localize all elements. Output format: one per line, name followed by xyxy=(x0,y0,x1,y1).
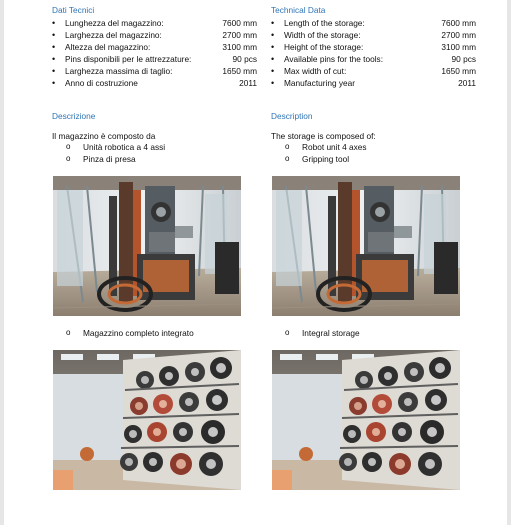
bullet-glyph: • xyxy=(52,42,56,52)
description-heading: Description xyxy=(271,111,313,121)
circle-bullet-glyph: o xyxy=(285,154,290,163)
spec-row-length xyxy=(271,17,476,29)
bullet-glyph: • xyxy=(52,30,56,40)
spec-row-height xyxy=(271,41,476,53)
circle-bullet-glyph: o xyxy=(66,154,71,163)
bullet-glyph: • xyxy=(52,54,56,64)
spec-value: 3100 mm xyxy=(441,42,476,52)
bullet-glyph: • xyxy=(271,66,275,76)
spec-label: Width of the storage: xyxy=(284,30,361,40)
spec-value: 90 pcs xyxy=(232,54,257,64)
spec-label: Max width of cut: xyxy=(284,66,347,76)
spec-label: Larghezza massima di taglio: xyxy=(65,66,173,76)
tool-rack-photo xyxy=(272,350,460,490)
spec-row-width xyxy=(52,29,257,41)
spec-row-cut-width xyxy=(52,65,257,77)
spec-label: Anno di costruzione xyxy=(65,78,138,88)
circle-bullet-glyph: o xyxy=(66,142,71,151)
circle-bullet-glyph: o xyxy=(285,328,290,337)
spec-label: Lunghezza del magazzino: xyxy=(65,18,164,28)
spec-label: Larghezza del magazzino: xyxy=(65,30,162,40)
spec-label: Altezza del magazzino: xyxy=(65,42,151,52)
spec-value: 1650 mm xyxy=(441,66,476,76)
photo-caption: Magazzino completo integrato xyxy=(83,328,194,338)
circle-bullet-glyph: o xyxy=(285,142,290,151)
spec-row-width xyxy=(271,29,476,41)
document-page xyxy=(4,0,507,525)
spec-label: Manufacturing year xyxy=(284,78,356,88)
bullet-glyph: • xyxy=(271,18,275,28)
description-intro: Il magazzino è composto da xyxy=(52,131,156,141)
component-text: Pinza di presa xyxy=(83,154,136,164)
spec-value: 1650 mm xyxy=(222,66,257,76)
photo-caption: Integral storage xyxy=(302,328,360,338)
robot-unit-photo xyxy=(53,176,241,316)
spec-row-cut-width xyxy=(271,65,476,77)
bullet-glyph: • xyxy=(271,78,275,88)
bullet-glyph: • xyxy=(52,66,56,76)
spec-row-pins xyxy=(271,53,476,65)
spec-value: 7600 mm xyxy=(222,18,257,28)
spec-value: 2011 xyxy=(458,78,476,88)
tech-data-heading: Dati Tecnici xyxy=(52,5,95,15)
spec-value: 2700 mm xyxy=(441,30,476,40)
bullet-glyph: • xyxy=(271,54,275,64)
bullet-glyph: • xyxy=(271,30,275,40)
spec-row-length xyxy=(52,17,257,29)
spec-value: 90 pcs xyxy=(451,54,476,64)
spec-list xyxy=(271,17,476,89)
component-text: Gripping tool xyxy=(302,154,350,164)
spec-label: Pins disponibili per le attrezzature: xyxy=(65,54,192,64)
spec-label: Length of the storage: xyxy=(284,18,365,28)
spec-row-year xyxy=(52,77,257,89)
spec-label: Height of the storage: xyxy=(284,42,364,52)
spec-value: 7600 mm xyxy=(441,18,476,28)
bullet-glyph: • xyxy=(52,78,56,88)
spec-row-pins xyxy=(52,53,257,65)
tech-data-heading: Technical Data xyxy=(271,5,326,15)
bullet-glyph: • xyxy=(52,18,56,28)
spec-list xyxy=(52,17,257,89)
spec-row-year xyxy=(271,77,476,89)
component-text: Unità robotica a 4 assi xyxy=(83,142,166,152)
spec-value: 3100 mm xyxy=(222,42,257,52)
robot-unit-photo xyxy=(272,176,460,316)
bullet-glyph: • xyxy=(271,42,275,52)
spec-value: 2700 mm xyxy=(222,30,257,40)
description-heading: Descrizione xyxy=(52,111,96,121)
spec-value: 2011 xyxy=(239,78,257,88)
circle-bullet-glyph: o xyxy=(66,328,71,337)
spec-row-height xyxy=(52,41,257,53)
description-intro: The storage is composed of: xyxy=(271,131,376,141)
component-text: Robot unit 4 axes xyxy=(302,142,367,152)
spec-label: Available pins for the tools: xyxy=(284,54,384,64)
tool-rack-photo xyxy=(53,350,241,490)
